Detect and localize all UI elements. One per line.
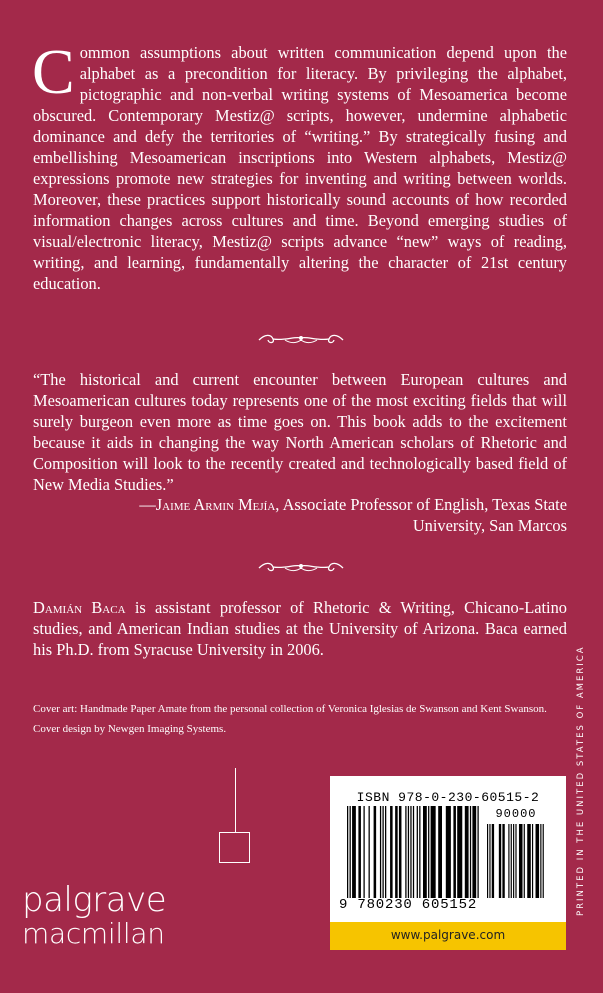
barcode-bar	[470, 806, 471, 898]
barcode-bar	[446, 806, 451, 898]
barcode-bar	[423, 806, 427, 898]
ornament-divider	[255, 330, 347, 346]
barcode-bar	[395, 806, 398, 898]
ean-digits: 9 780230 605152	[339, 897, 478, 913]
barcode-bar	[431, 806, 436, 898]
barcode-bar	[374, 806, 377, 898]
barcode-bar	[472, 806, 476, 898]
publisher-logo	[22, 880, 167, 950]
barcode-bar	[499, 824, 501, 898]
publisher-name-line1: palgrave	[22, 880, 167, 920]
barcode-bar	[540, 824, 541, 898]
website-band	[330, 922, 566, 950]
barcode-bar	[410, 806, 411, 898]
quote-attribution	[33, 494, 567, 536]
barcode-bar	[363, 806, 364, 898]
barcode-bar	[382, 806, 383, 898]
publisher-logo-line	[235, 768, 236, 833]
publisher-name-line2: macmillan	[22, 917, 165, 950]
barcode-bar	[508, 824, 509, 898]
book-description	[32, 36, 567, 294]
barcode-bar	[536, 824, 540, 898]
attribution-author: Jaime Armin Mejía	[155, 495, 276, 514]
cover-art-credit: Cover art: Handmade Paper Amate from the personal collection of Veronica Iglesias de Swanson and Kent Swanson.	[33, 703, 547, 715]
barcode-bar	[502, 824, 504, 898]
barcode-bar	[347, 806, 348, 898]
barcode-bar	[511, 824, 512, 898]
barcode-bar	[532, 824, 533, 898]
barcode-bar	[524, 824, 525, 898]
attribution-affiliation-cont: University, San Marcos	[412, 516, 567, 535]
barcode-bar	[352, 806, 356, 898]
barcode-bar	[515, 824, 516, 898]
barcode-bar	[408, 806, 409, 898]
barcode-bar	[487, 824, 488, 898]
barcode-bar	[543, 824, 544, 898]
cover-design-credit: Cover design by Newgen Imaging Systems.	[33, 723, 227, 735]
attribution-affiliation: , Associate Professor of English, Texas State	[275, 495, 567, 514]
barcode-bar	[350, 806, 351, 898]
barcode-bar	[413, 806, 414, 898]
barcode-bar	[465, 806, 469, 898]
barcode-bar	[369, 806, 370, 898]
barcode-bar	[417, 806, 418, 898]
author-bio	[33, 597, 567, 660]
addon-barcode	[487, 824, 545, 898]
barcode-bar	[405, 806, 406, 898]
attribution-dash: —	[139, 495, 156, 514]
bio-text: is assistant professor of Rhetoric & Writing, Chicano-Latino studies, and American Indian studies at the University of Arizona. Baca earned his Ph.D. from Syracuse University in 2006.	[33, 598, 567, 659]
barcode-bar	[519, 824, 523, 898]
barcode-bar	[428, 806, 429, 898]
barcode-bar	[492, 824, 494, 898]
author-name: Damián Baca	[33, 598, 126, 617]
barcode-bar	[358, 806, 361, 898]
barcode-bar	[513, 824, 514, 898]
barcode-bar	[527, 824, 531, 898]
barcode-bar	[385, 806, 386, 898]
printed-in-usa-text: PRINTED IN THE UNITED STATES OF AMERICA	[576, 645, 586, 916]
barcode-bar	[390, 806, 393, 898]
ornament-divider	[255, 558, 347, 574]
barcode-bar	[438, 806, 442, 898]
description-text: ommon assumptions about written communication depend upon the alphabet as a precondition for literacy. By privileging the alphabet, pictographic and non-verbal writing systems of Mesoamerica become obscured. Contemporary Mestiz@ scripts, however, undermine alphabetic dominance and defy the territories of “writing.” By strategically fusing and embellishing Mesoamerican inscriptions into Western alphabets, Mestiz@ expressions promote new strategies for inventing and writing between worlds. Moreover, these practices support historically sound accounts of how recorded information changes across cultures and time. Beyond emerging studies of visual/electronic literacy, Mestiz@ scripts advance “new” ways of reading, writing, and learning, fundamentally altering the character of 21st century education.	[33, 43, 567, 293]
drop-cap: C	[32, 36, 75, 107]
barcode-bar	[477, 806, 478, 898]
barcode-bar	[457, 806, 462, 898]
ean-barcode	[347, 806, 480, 898]
barcode-bar	[380, 806, 381, 898]
cover-credits	[33, 700, 573, 738]
barcode-bar	[453, 806, 456, 898]
publisher-website: www.palgrave.com	[390, 928, 506, 942]
barcode-bar	[419, 806, 420, 898]
barcode-bar	[489, 824, 490, 898]
isbn-label: ISBN 978-0-230-60515-2	[356, 790, 540, 805]
endorsement-quote: “The historical and current encounter between European cultures and Mesoamerican cultures today represents one of the most exciting fields that will surely burgeon even more as time goes on. This book adds to the excitement because it aids in changing the way North American scholars of Rhetoric and Composition will look to the recently created and technologically based field of New Media Studies.”	[33, 370, 567, 494]
addon-digits: 90000	[495, 807, 537, 821]
barcode-bar	[399, 806, 402, 898]
publisher-logo-square	[219, 832, 250, 863]
